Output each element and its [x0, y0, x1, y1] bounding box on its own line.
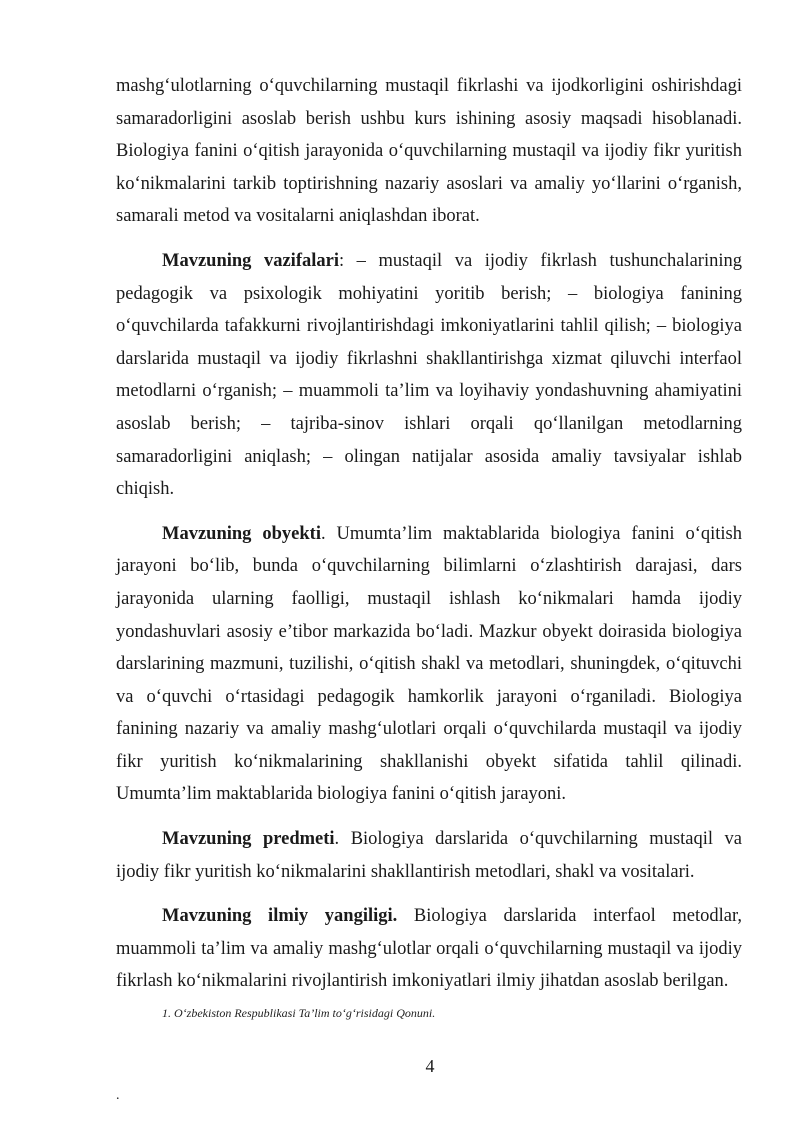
tasks-separator: : [338, 250, 357, 271]
bottom-mark: . [116, 1088, 120, 1103]
page-number: 4 [425, 1056, 435, 1076]
object-separator: . [320, 523, 337, 544]
intro-paragraph [116, 70, 742, 233]
document-body [116, 70, 742, 1010]
subject-paragraph [116, 823, 742, 888]
subject-heading: Mavzuning predmeti [162, 829, 335, 850]
intro-text: mashg‘ulotlarning o‘quvchilarning mustaqil fikrlashi va ijodkorligini oshirishdagi samaradorligini asoslab berish ushbu kurs ishining asosiy maqsadi hisoblanadi. Biologiya fanini o‘qitish jarayonida o‘quvchilarning mustaqil va ijodiy fikr yuritish ko‘nikmalarini tarkib toptirishning nazariy asoslari va amaliy yo‘llarini o‘rganish, samarali metod va vositalarni aniqlashdan iborat. [116, 76, 742, 227]
subject-text: Biologiya darslarida o‘quvchilarning mustaqil va ijodiy fikr yuritish ko‘nikmalarini shakllantirish metodlari, shakl va vositalari. [116, 829, 742, 882]
novelty-text: Biologiya darslarida interfaol metodlar, muammoli ta’lim va amaliy mashg‘ulotlar orqali o‘quvchilarning mustaqil va ijodiy fikrlash ko‘nikmalarini rivojlantirish imkoniyatlari ilmiy jihatdan asoslab berilgan. [116, 906, 742, 992]
novelty-paragraph [116, 900, 742, 998]
tasks-heading: Mavzuning vazifalari [162, 250, 339, 271]
object-text: Umumta’lim maktablarida biologiya fanini o‘qitish jarayoni bo‘lib, bunda o‘quvchilarning bilimlarni o‘zlashtirish darajasi, dars jarayonida ularning faolligi, mustaqil ishlash ko‘nikmalari hamda ijodiy yondashuvlari asosiy e’tibor markazida bo‘ladi. Mazkur obyekt doirasida biologiya darslarining mazmuni, tuzilishi, o‘qitish shakl va metodlari, shuningdek, o‘qituvchi va o‘quvchi o‘rtasidagi pedagogik hamkorlik jarayoni o‘rganiladi. Biologiya fanining nazariy va amaliy mashg‘ulotlari orqali o‘quvchilarda mustaqil va ijodiy fikr yuritish ko‘nikmalarining shakllanishi obyekt sifatida tahlil qilinadi. Umumta’lim maktablarida biologiya fanini o‘qitish jarayoni. [116, 523, 743, 805]
novelty-separator [397, 906, 414, 926]
object-heading: Mavzuning obyekti [162, 523, 321, 544]
object-paragraph [116, 518, 742, 811]
subject-separator: . [334, 829, 351, 850]
tasks-paragraph [116, 245, 742, 506]
novelty-heading: Mavzuning ilmiy yangiligi. [162, 906, 398, 927]
footnote: 1. O‘zbekiston Respublikasi Ta’lim to‘g‘risidagi Qonuni. [162, 1006, 436, 1020]
tasks-text: – mustaqil va ijodiy fikrlash tushunchalarining pedagogik va psixologik mohiyatini yoritib berish; – biologiya fanining o‘quvchilarda tafakkurni rivojlantirishdagi imkoniyatlarini tahlil qilish; – biologiya darslarida mustaqil va ijodiy fikrlashni shakllantirishga xizmat qiluvchi interfaol metodlarni o‘rganish; – muammoli ta’lim va loyihaviy yondashuvning ahamiyatini asoslab berish; – tajriba-sinov ishlari orqali qo‘llanilgan metodlarning samaradorligini aniqlash; – olingan natijalar asosida amaliy tavsiyalar ishlab chiqish. [116, 250, 743, 500]
